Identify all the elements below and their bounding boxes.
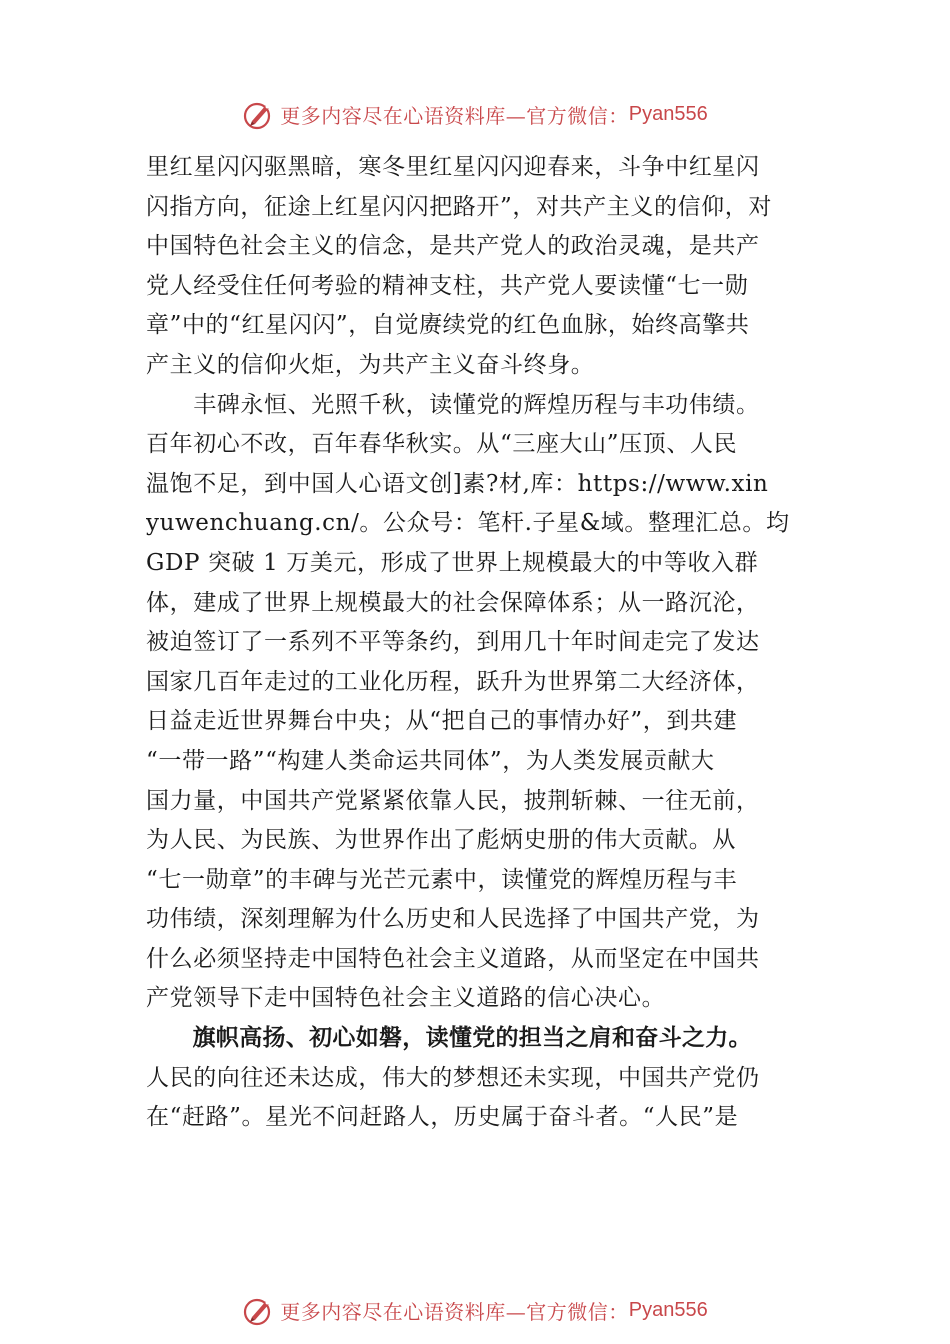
body-line: 百年初心不改，百年春华秋实。从“三座大山”压顶、人民 (146, 431, 738, 458)
body-line: 人民的向往还未达成，伟大的梦想还未实现，中国共产党仍 (146, 1064, 760, 1091)
body-line: 为人民、为民族、为世界作出了彪炳史册的伟大贡献。从 (146, 827, 736, 854)
body-line: yuwenchuang.cn/。公众号：笔杆.子星&域。整理汇总。均 (146, 510, 790, 537)
body-line: GDP 突破 1 万美元，形成了世界上规模最大的中等收入群 (146, 549, 759, 576)
body-line: 什么必须坚持走中国特色社会主义道路，从而坚定在中国共 (146, 945, 760, 972)
header-banner-wechat-id: Pyan556 (628, 102, 708, 125)
footer-banner-wechat-id: Pyan556 (628, 1298, 708, 1321)
body-line: 里红星闪闪驱黑暗，寒冬里红星闪闪迎春来，斗争中红星闪 (146, 154, 760, 180)
body-line: 党人经受住任何考验的精神支柱，共产党人要读懂“七一勋 (146, 272, 749, 299)
header-banner (0, 94, 950, 134)
paragraph-start-line: 丰碑永恒、光照千秋，读懂党的辉煌历程与丰功伟绩。 (146, 391, 760, 418)
body-line: 被迫签订了一系列不平等条约，到用几十年时间走完了发达 (146, 629, 760, 656)
body-line: 日益走近世界舞台中央；从“把自己的事情办好”，到共建 (146, 708, 738, 735)
pen-logo-icon (242, 97, 276, 131)
footer-banner (0, 1290, 950, 1330)
pen-logo-icon (242, 1293, 276, 1327)
header-banner-text: 更多内容尽在心语资料库—官方微信： (280, 103, 629, 128)
body-line: 温饱不足，到中国人心语文创]素?材,库：https://www.xin (146, 470, 769, 497)
body-line: 在“赶路”。星光不问赶路人，历史属于奋斗者。“人民”是 (146, 1104, 739, 1131)
body-line: 闪指方向，征途上红星闪闪把路开”，对共产主义的信仰，对 (146, 193, 772, 220)
body-line: “七一勋章”的丰碑与光芒元素中，读懂党的辉煌历程与丰 (146, 866, 738, 893)
body-line: 功伟绩，深刻理解为什么历史和人民选择了中国共产党，为 (146, 906, 760, 933)
body-line: 中国特色社会主义的信念，是共产党人的政治灵魂，是共产 (146, 233, 760, 260)
body-line: 产主义的信仰火炬，为共产主义奋斗终身。 (146, 351, 595, 378)
body-line: 国力量，中国共产党紧紧依靠人民，披荆斩棘、一往无前， (146, 787, 760, 814)
body-line: 章”中的“红星闪闪”，自觉赓续党的红色血脉，始终高擎共 (146, 312, 750, 339)
footer-banner-text: 更多内容尽在心语资料库—官方微信： (280, 1299, 629, 1324)
body-line: “一带一路”“构建人类命运共同体”，为人类发展贡献大 (146, 747, 715, 774)
document-body (146, 148, 814, 1138)
section-heading-line: 旗帜高扬、初心如磐，读懂党的担当之肩和奋斗之力。 (146, 1025, 752, 1052)
body-line: 产党领导下走中国特色社会主义道路的信心决心。 (146, 985, 666, 1012)
body-line: 国家几百年走过的工业化历程，跃升为世界第二大经济体， (146, 668, 760, 695)
body-line: 体，建成了世界上规模最大的社会保障体系；从一路沉沦， (146, 589, 760, 616)
